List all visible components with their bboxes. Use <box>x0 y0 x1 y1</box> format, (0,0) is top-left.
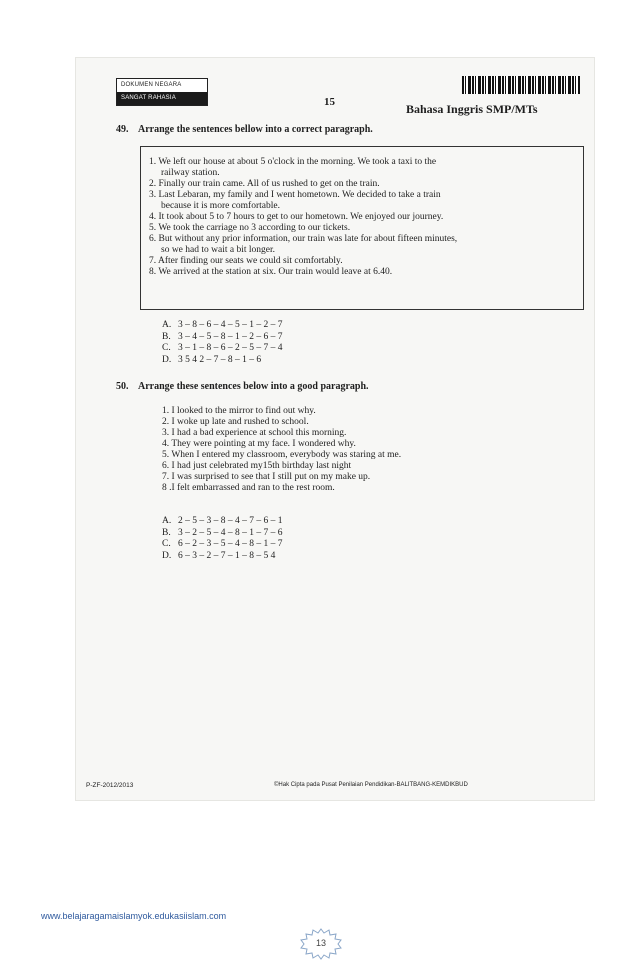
question-49-options <box>162 320 283 366</box>
question-number: 50. <box>116 381 129 392</box>
sentence-line: 1. We left our house at about 5 o'clock in the morning. We took a taxi to the <box>149 157 437 167</box>
website-link[interactable]: www.belajaragamaislamyok.edukasiislam.com <box>41 911 227 921</box>
sentence-line: 3. Last Lebaran, my family and I went hometown. We decided to take a train <box>149 190 441 200</box>
question-number: 49. <box>116 124 129 135</box>
sentence-line: so we had to wait a bit longer. <box>161 245 275 255</box>
document-stamp <box>116 78 208 106</box>
sentence-line: 4. They were pointing at my face. I wondered why. <box>162 439 356 449</box>
option-d[interactable]: D. 3 5 4 2 – 7 – 8 – 1 – 6 <box>162 354 262 365</box>
sentence-line: 5. When I entered my classroom, everybody was staring at me. <box>162 450 402 460</box>
sentence-line: 1. I looked to the mirror to find out why. <box>162 406 316 416</box>
sentence-line: 8. We arrived at the station at six. Our train would leave at 6.40. <box>149 267 393 277</box>
sentence-line: 5. We took the carriage no 3 according to our tickets. <box>149 223 351 233</box>
option-c[interactable]: C. 3 – 1 – 8 – 6 – 2 – 5 – 7 – 4 <box>162 343 283 353</box>
sentence-line: railway station. <box>161 168 220 178</box>
slide-number-badge <box>299 928 343 960</box>
option-a[interactable]: A. 3 – 8 – 6 – 4 – 5 – 1 – 2 – 7 <box>162 320 283 330</box>
question-49-sentence-box <box>140 146 584 310</box>
exam-code: P-ZF-2012/2013 <box>86 782 134 789</box>
sentence-line: 7. I was surprised to see that I still put on my make up. <box>162 472 371 482</box>
option-b[interactable]: B. 3 – 4 – 5 – 8 – 1 – 2 – 6 – 7 <box>162 331 283 342</box>
option-b[interactable]: B. 3 – 2 – 5 – 4 – 8 – 1 – 7 – 6 <box>162 527 283 538</box>
sentence-line: 3. I had a bad experience at school this morning. <box>162 428 347 438</box>
sentence-line: 6. I had just celebrated my15th birthday last night <box>162 461 352 471</box>
stamp-top-text: DOKUMEN NEGARA <box>117 79 207 92</box>
option-d[interactable]: D. 6 – 3 – 2 – 7 – 1 – 8 – 5 4 <box>162 550 276 561</box>
sentence-line: 4. It took about 5 to 7 hours to get to our hometown. We enjoyed our journey. <box>149 212 444 222</box>
option-c[interactable]: C. 6 – 2 – 3 – 5 – 4 – 8 – 1 – 7 <box>162 539 283 549</box>
subject-title: Bahasa Inggris SMP/MTs <box>406 102 538 116</box>
sentence-line: 2. Finally our train came. All of us rushed to get on the train. <box>149 179 380 189</box>
question-prompt: Arrange these sentences below into a good paragraph. <box>138 381 369 392</box>
sentence-line: 2. I woke up late and rushed to school. <box>162 417 309 427</box>
barcode-icon <box>462 76 580 94</box>
sentence-line: 6. But without any prior information, our train was late for about fifteen minutes, <box>149 234 458 244</box>
option-a[interactable]: A. 2 – 5 – 3 – 8 – 4 – 7 – 6 – 1 <box>162 516 283 526</box>
question-49-heading <box>116 124 373 135</box>
question-50-heading <box>116 381 369 392</box>
sentence-line: 7. After finding our seats we could sit comfortably. <box>149 256 343 266</box>
exam-page-number: 15 <box>324 96 335 108</box>
sentence-line: 8 .I felt embarrassed and ran to the rest room. <box>162 483 335 493</box>
question-prompt: Arrange the sentences bellow into a correct paragraph. <box>138 124 373 135</box>
stamp-bottom-text: SANGAT RAHASIA <box>117 92 207 105</box>
question-50-sentence-list <box>162 406 401 494</box>
question-50-options <box>162 516 283 562</box>
scanned-exam-page <box>76 58 594 800</box>
sentence-line: because it is more comfortable. <box>161 201 280 211</box>
slide-number: 13 <box>315 938 326 948</box>
copyright-notice: ©Hak Cipta pada Pusat Penilaian Pendidikan-BALITBANG-KEMDIKBUD <box>274 782 468 788</box>
